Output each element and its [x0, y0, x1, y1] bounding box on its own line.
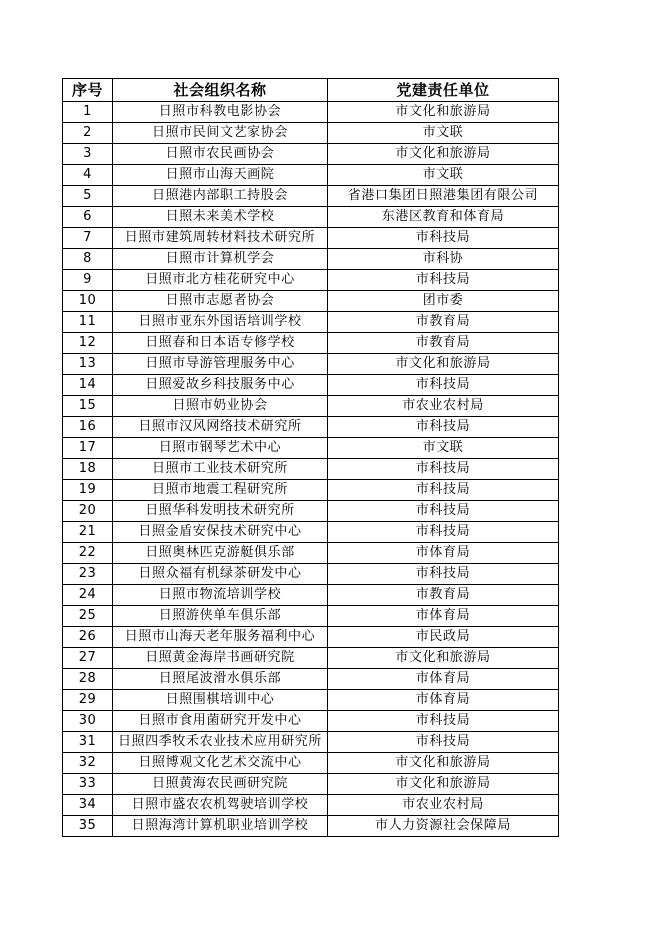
- cell-responsible_unit: [328, 606, 559, 627]
- cell-text: 市科技局: [415, 377, 471, 392]
- cell-org_name: [113, 291, 328, 312]
- cell-org_name: [113, 186, 328, 207]
- cell-text: 8: [83, 251, 92, 266]
- cell-org_name: [113, 522, 328, 543]
- cell-text: 日照市计算机学会: [165, 251, 275, 266]
- cell-index: [63, 228, 113, 249]
- cell-index: [63, 795, 113, 816]
- cell-org_name: [113, 732, 328, 753]
- cell-text: 市文化和旅游局: [395, 146, 491, 161]
- cell-text: 市文联: [422, 440, 464, 455]
- cell-responsible_unit: [328, 522, 559, 543]
- cell-text: 19: [78, 482, 97, 497]
- cell-responsible_unit: [328, 186, 559, 207]
- cell-index: [63, 459, 113, 480]
- cell-text: 日照市地震工程研究所: [151, 482, 288, 497]
- cell-responsible_unit: [328, 312, 559, 333]
- cell-text: 市科技局: [415, 524, 471, 539]
- cell-index: [63, 354, 113, 375]
- cell-text: 日照市食用菌研究开发中心: [138, 713, 302, 728]
- cell-text: 市文化和旅游局: [395, 356, 491, 371]
- cell-org_name: [113, 123, 328, 144]
- cell-index: [63, 249, 113, 270]
- table-row: [63, 627, 559, 648]
- cell-index: [63, 690, 113, 711]
- cell-text: 东港区教育和体育局: [381, 209, 505, 224]
- cell-org_name: [113, 228, 328, 249]
- cell-org_name: [113, 165, 328, 186]
- cell-text: 市科技局: [415, 734, 471, 749]
- cell-text: 日照市北方桂花研究中心: [145, 272, 295, 287]
- cell-text: 27: [78, 650, 97, 665]
- cell-index: [63, 207, 113, 228]
- cell-index: [63, 606, 113, 627]
- cell-text: 22: [78, 545, 97, 560]
- cell-text: 11: [78, 314, 97, 329]
- table-row: [63, 228, 559, 249]
- cell-text: 日照市建筑周转材料技术研究所: [124, 230, 316, 245]
- table-body: [63, 102, 559, 837]
- table-row: [63, 543, 559, 564]
- cell-responsible_unit: [328, 207, 559, 228]
- cell-text: 7: [83, 230, 92, 245]
- cell-text: 市文联: [422, 125, 464, 140]
- cell-text: 市科技局: [415, 230, 471, 245]
- cell-index: [63, 417, 113, 438]
- cell-responsible_unit: [328, 459, 559, 480]
- cell-index: [63, 501, 113, 522]
- column-header-index: 序号: [63, 79, 113, 102]
- cell-responsible_unit: [328, 333, 559, 354]
- cell-index: [63, 711, 113, 732]
- cell-text: 市文联: [422, 167, 464, 182]
- cell-index: [63, 585, 113, 606]
- cell-responsible_unit: [328, 417, 559, 438]
- cell-text: 日照四季牧禾农业技术应用研究所: [117, 734, 322, 749]
- cell-index: [63, 312, 113, 333]
- table-row: [63, 816, 559, 837]
- cell-text: 市体育局: [415, 671, 471, 686]
- cell-responsible_unit: [328, 501, 559, 522]
- cell-text: 日照市亚东外国语培训学校: [138, 314, 302, 329]
- cell-text: 29: [78, 692, 97, 707]
- cell-text: 32: [78, 755, 97, 770]
- cell-text: 日照围棋培训中心: [165, 692, 275, 707]
- cell-responsible_unit: [328, 354, 559, 375]
- cell-text: 25: [78, 608, 97, 623]
- table-row: [63, 753, 559, 774]
- cell-text: 33: [78, 776, 97, 791]
- cell-responsible_unit: [328, 795, 559, 816]
- cell-text: 31: [78, 734, 97, 749]
- cell-text: 4: [83, 167, 92, 182]
- cell-text: 日照市导游管理服务中心: [145, 356, 295, 371]
- cell-org_name: [113, 564, 328, 585]
- table-row: [63, 795, 559, 816]
- cell-org_name: [113, 270, 328, 291]
- cell-text: 日照尾波滑水俱乐部: [158, 671, 282, 686]
- cell-index: [63, 123, 113, 144]
- column-header-responsible-unit: 党建责任单位: [328, 79, 559, 102]
- cell-responsible_unit: [328, 291, 559, 312]
- cell-text: 2: [83, 125, 92, 140]
- cell-text: 34: [78, 797, 97, 812]
- cell-text: 5: [83, 188, 92, 203]
- cell-text: 日照市物流培训学校: [158, 587, 282, 602]
- cell-text: 9: [83, 272, 92, 287]
- cell-index: [63, 543, 113, 564]
- cell-index: [63, 102, 113, 123]
- cell-text: 日照华科发明技术研究所: [145, 503, 295, 518]
- column-header-org-name: 社会组织名称: [113, 79, 328, 102]
- cell-text: 日照海湾计算机职业培训学校: [131, 818, 309, 833]
- cell-text: 日照市山海天老年服务福利中心: [124, 629, 316, 644]
- cell-text: 28: [78, 671, 97, 686]
- table-row: [63, 606, 559, 627]
- cell-text: 3: [83, 146, 92, 161]
- cell-text: 14: [78, 377, 97, 392]
- table-row: [63, 417, 559, 438]
- cell-org_name: [113, 354, 328, 375]
- cell-text: 市科技局: [415, 566, 471, 581]
- cell-index: [63, 774, 113, 795]
- cell-index: [63, 648, 113, 669]
- table-row: [63, 354, 559, 375]
- cell-text: 市科技局: [415, 503, 471, 518]
- table-row: [63, 333, 559, 354]
- cell-org_name: [113, 480, 328, 501]
- cell-text: 26: [78, 629, 97, 644]
- cell-responsible_unit: [328, 480, 559, 501]
- table-row: [63, 669, 559, 690]
- cell-index: [63, 186, 113, 207]
- cell-text: 日照众福有机绿茶研发中心: [138, 566, 302, 581]
- cell-org_name: [113, 711, 328, 732]
- cell-index: [63, 375, 113, 396]
- cell-text: 日照市盛农农机驾驶培训学校: [131, 797, 309, 812]
- table-row: [63, 501, 559, 522]
- cell-org_name: [113, 102, 328, 123]
- cell-org_name: [113, 795, 328, 816]
- table-row: [63, 774, 559, 795]
- cell-org_name: [113, 690, 328, 711]
- cell-index: [63, 270, 113, 291]
- cell-text: 市体育局: [415, 545, 471, 560]
- cell-text: 日照黄海农民画研究院: [151, 776, 288, 791]
- table-row: [63, 249, 559, 270]
- table-row: [63, 375, 559, 396]
- cell-responsible_unit: [328, 102, 559, 123]
- cell-responsible_unit: [328, 732, 559, 753]
- cell-index: [63, 291, 113, 312]
- cell-org_name: [113, 627, 328, 648]
- cell-text: 日照奥林匹克游艇俱乐部: [145, 545, 295, 560]
- cell-index: [63, 669, 113, 690]
- cell-responsible_unit: [328, 396, 559, 417]
- cell-text: 市民政局: [415, 629, 471, 644]
- social-organizations-table: [62, 78, 559, 837]
- cell-responsible_unit: [328, 648, 559, 669]
- cell-responsible_unit: [328, 144, 559, 165]
- cell-org_name: [113, 144, 328, 165]
- cell-index: [63, 333, 113, 354]
- cell-org_name: [113, 333, 328, 354]
- table-row: [63, 732, 559, 753]
- table-row: [63, 480, 559, 501]
- cell-text: 6: [83, 209, 92, 224]
- cell-text: 日照黄金海岸书画研究院: [145, 650, 295, 665]
- cell-responsible_unit: [328, 249, 559, 270]
- table-header-row: [63, 79, 559, 102]
- cell-index: [63, 522, 113, 543]
- cell-text: 市文化和旅游局: [395, 650, 491, 665]
- table-row: [63, 396, 559, 417]
- table-row: [63, 165, 559, 186]
- cell-text: 市人力资源社会保障局: [374, 818, 511, 833]
- cell-text: 市科技局: [415, 272, 471, 287]
- cell-index: [63, 396, 113, 417]
- cell-org_name: [113, 774, 328, 795]
- table-row: [63, 312, 559, 333]
- cell-index: [63, 732, 113, 753]
- cell-text: 24: [78, 587, 97, 602]
- cell-index: [63, 438, 113, 459]
- cell-text: 市科技局: [415, 482, 471, 497]
- cell-text: 市文化和旅游局: [395, 104, 491, 119]
- table-row: [63, 585, 559, 606]
- cell-text: 日照游侠单车俱乐部: [158, 608, 282, 623]
- table-row: [63, 207, 559, 228]
- cell-text: 日照博观文化艺术交流中心: [138, 755, 302, 770]
- cell-responsible_unit: [328, 123, 559, 144]
- cell-text: 30: [78, 713, 97, 728]
- table-row: [63, 690, 559, 711]
- cell-responsible_unit: [328, 627, 559, 648]
- cell-org_name: [113, 438, 328, 459]
- cell-responsible_unit: [328, 585, 559, 606]
- cell-text: 17: [78, 440, 97, 455]
- cell-text: 20: [78, 503, 97, 518]
- cell-text: 日照市科教电影协会: [158, 104, 282, 119]
- cell-org_name: [113, 417, 328, 438]
- cell-responsible_unit: [328, 753, 559, 774]
- cell-text: 省港口集团日照港集团有限公司: [347, 188, 539, 203]
- cell-text: 日照市钢琴艺术中心: [158, 440, 282, 455]
- table-row: [63, 564, 559, 585]
- cell-org_name: [113, 585, 328, 606]
- table-row: [63, 459, 559, 480]
- cell-org_name: [113, 501, 328, 522]
- cell-responsible_unit: [328, 270, 559, 291]
- cell-text: 1: [83, 104, 92, 119]
- cell-index: [63, 816, 113, 837]
- cell-text: 日照市汉风网络技术研究所: [138, 419, 302, 434]
- cell-responsible_unit: [328, 438, 559, 459]
- cell-text: 日照爱故乡科技服务中心: [145, 377, 295, 392]
- cell-org_name: [113, 375, 328, 396]
- cell-text: 日照金盾安保技术研究中心: [138, 524, 302, 539]
- cell-text: 团市委: [422, 293, 464, 308]
- cell-text: 日照市工业技术研究所: [151, 461, 288, 476]
- cell-text: 日照未来美术学校: [165, 209, 275, 224]
- cell-text: 35: [78, 818, 97, 833]
- cell-text: 市体育局: [415, 608, 471, 623]
- cell-text: 市农业农村局: [402, 398, 484, 413]
- cell-index: [63, 753, 113, 774]
- cell-text: 日照春和日本语专修学校: [145, 335, 295, 350]
- cell-text: 日照市民间文艺家协会: [151, 125, 288, 140]
- cell-text: 13: [78, 356, 97, 371]
- cell-text: 16: [78, 419, 97, 434]
- cell-text: 23: [78, 566, 97, 581]
- table-row: [63, 270, 559, 291]
- cell-org_name: [113, 648, 328, 669]
- cell-org_name: [113, 207, 328, 228]
- cell-text: 市文化和旅游局: [395, 776, 491, 791]
- cell-responsible_unit: [328, 669, 559, 690]
- cell-text: 市农业农村局: [402, 797, 484, 812]
- table-row: [63, 144, 559, 165]
- cell-text: 日照市志愿者协会: [165, 293, 275, 308]
- cell-index: [63, 480, 113, 501]
- table-row: [63, 102, 559, 123]
- cell-org_name: [113, 753, 328, 774]
- cell-text: 10: [78, 293, 97, 308]
- cell-org_name: [113, 249, 328, 270]
- cell-org_name: [113, 312, 328, 333]
- cell-org_name: [113, 669, 328, 690]
- cell-org_name: [113, 816, 328, 837]
- table-row: [63, 123, 559, 144]
- cell-text: 市科技局: [415, 461, 471, 476]
- cell-org_name: [113, 459, 328, 480]
- cell-text: 市文化和旅游局: [395, 755, 491, 770]
- cell-text: 市教育局: [415, 314, 471, 329]
- cell-responsible_unit: [328, 543, 559, 564]
- cell-index: [63, 165, 113, 186]
- cell-responsible_unit: [328, 690, 559, 711]
- table-row: [63, 711, 559, 732]
- cell-responsible_unit: [328, 165, 559, 186]
- table-row: [63, 438, 559, 459]
- cell-responsible_unit: [328, 375, 559, 396]
- cell-text: 日照市山海天画院: [165, 167, 275, 182]
- cell-org_name: [113, 606, 328, 627]
- cell-text: 21: [78, 524, 97, 539]
- cell-text: 12: [78, 335, 97, 350]
- cell-responsible_unit: [328, 564, 559, 585]
- cell-responsible_unit: [328, 228, 559, 249]
- cell-index: [63, 564, 113, 585]
- cell-text: 市教育局: [415, 335, 471, 350]
- table-row: [63, 291, 559, 312]
- table-row: [63, 522, 559, 543]
- cell-text: 日照港内部职工持股会: [151, 188, 288, 203]
- cell-text: 日照市奶业协会: [172, 398, 268, 413]
- cell-text: 18: [78, 461, 97, 476]
- cell-org_name: [113, 543, 328, 564]
- cell-index: [63, 144, 113, 165]
- cell-text: 市教育局: [415, 587, 471, 602]
- table-row: [63, 648, 559, 669]
- table-row: [63, 186, 559, 207]
- cell-text: 15: [78, 398, 97, 413]
- cell-responsible_unit: [328, 774, 559, 795]
- cell-responsible_unit: [328, 816, 559, 837]
- cell-text: 市科技局: [415, 419, 471, 434]
- table-header: [63, 79, 559, 102]
- cell-text: 市科协: [422, 251, 464, 266]
- cell-text: 市科技局: [415, 713, 471, 728]
- cell-responsible_unit: [328, 711, 559, 732]
- cell-org_name: [113, 396, 328, 417]
- cell-text: 日照市农民画协会: [165, 146, 275, 161]
- cell-index: [63, 627, 113, 648]
- cell-text: 市体育局: [415, 692, 471, 707]
